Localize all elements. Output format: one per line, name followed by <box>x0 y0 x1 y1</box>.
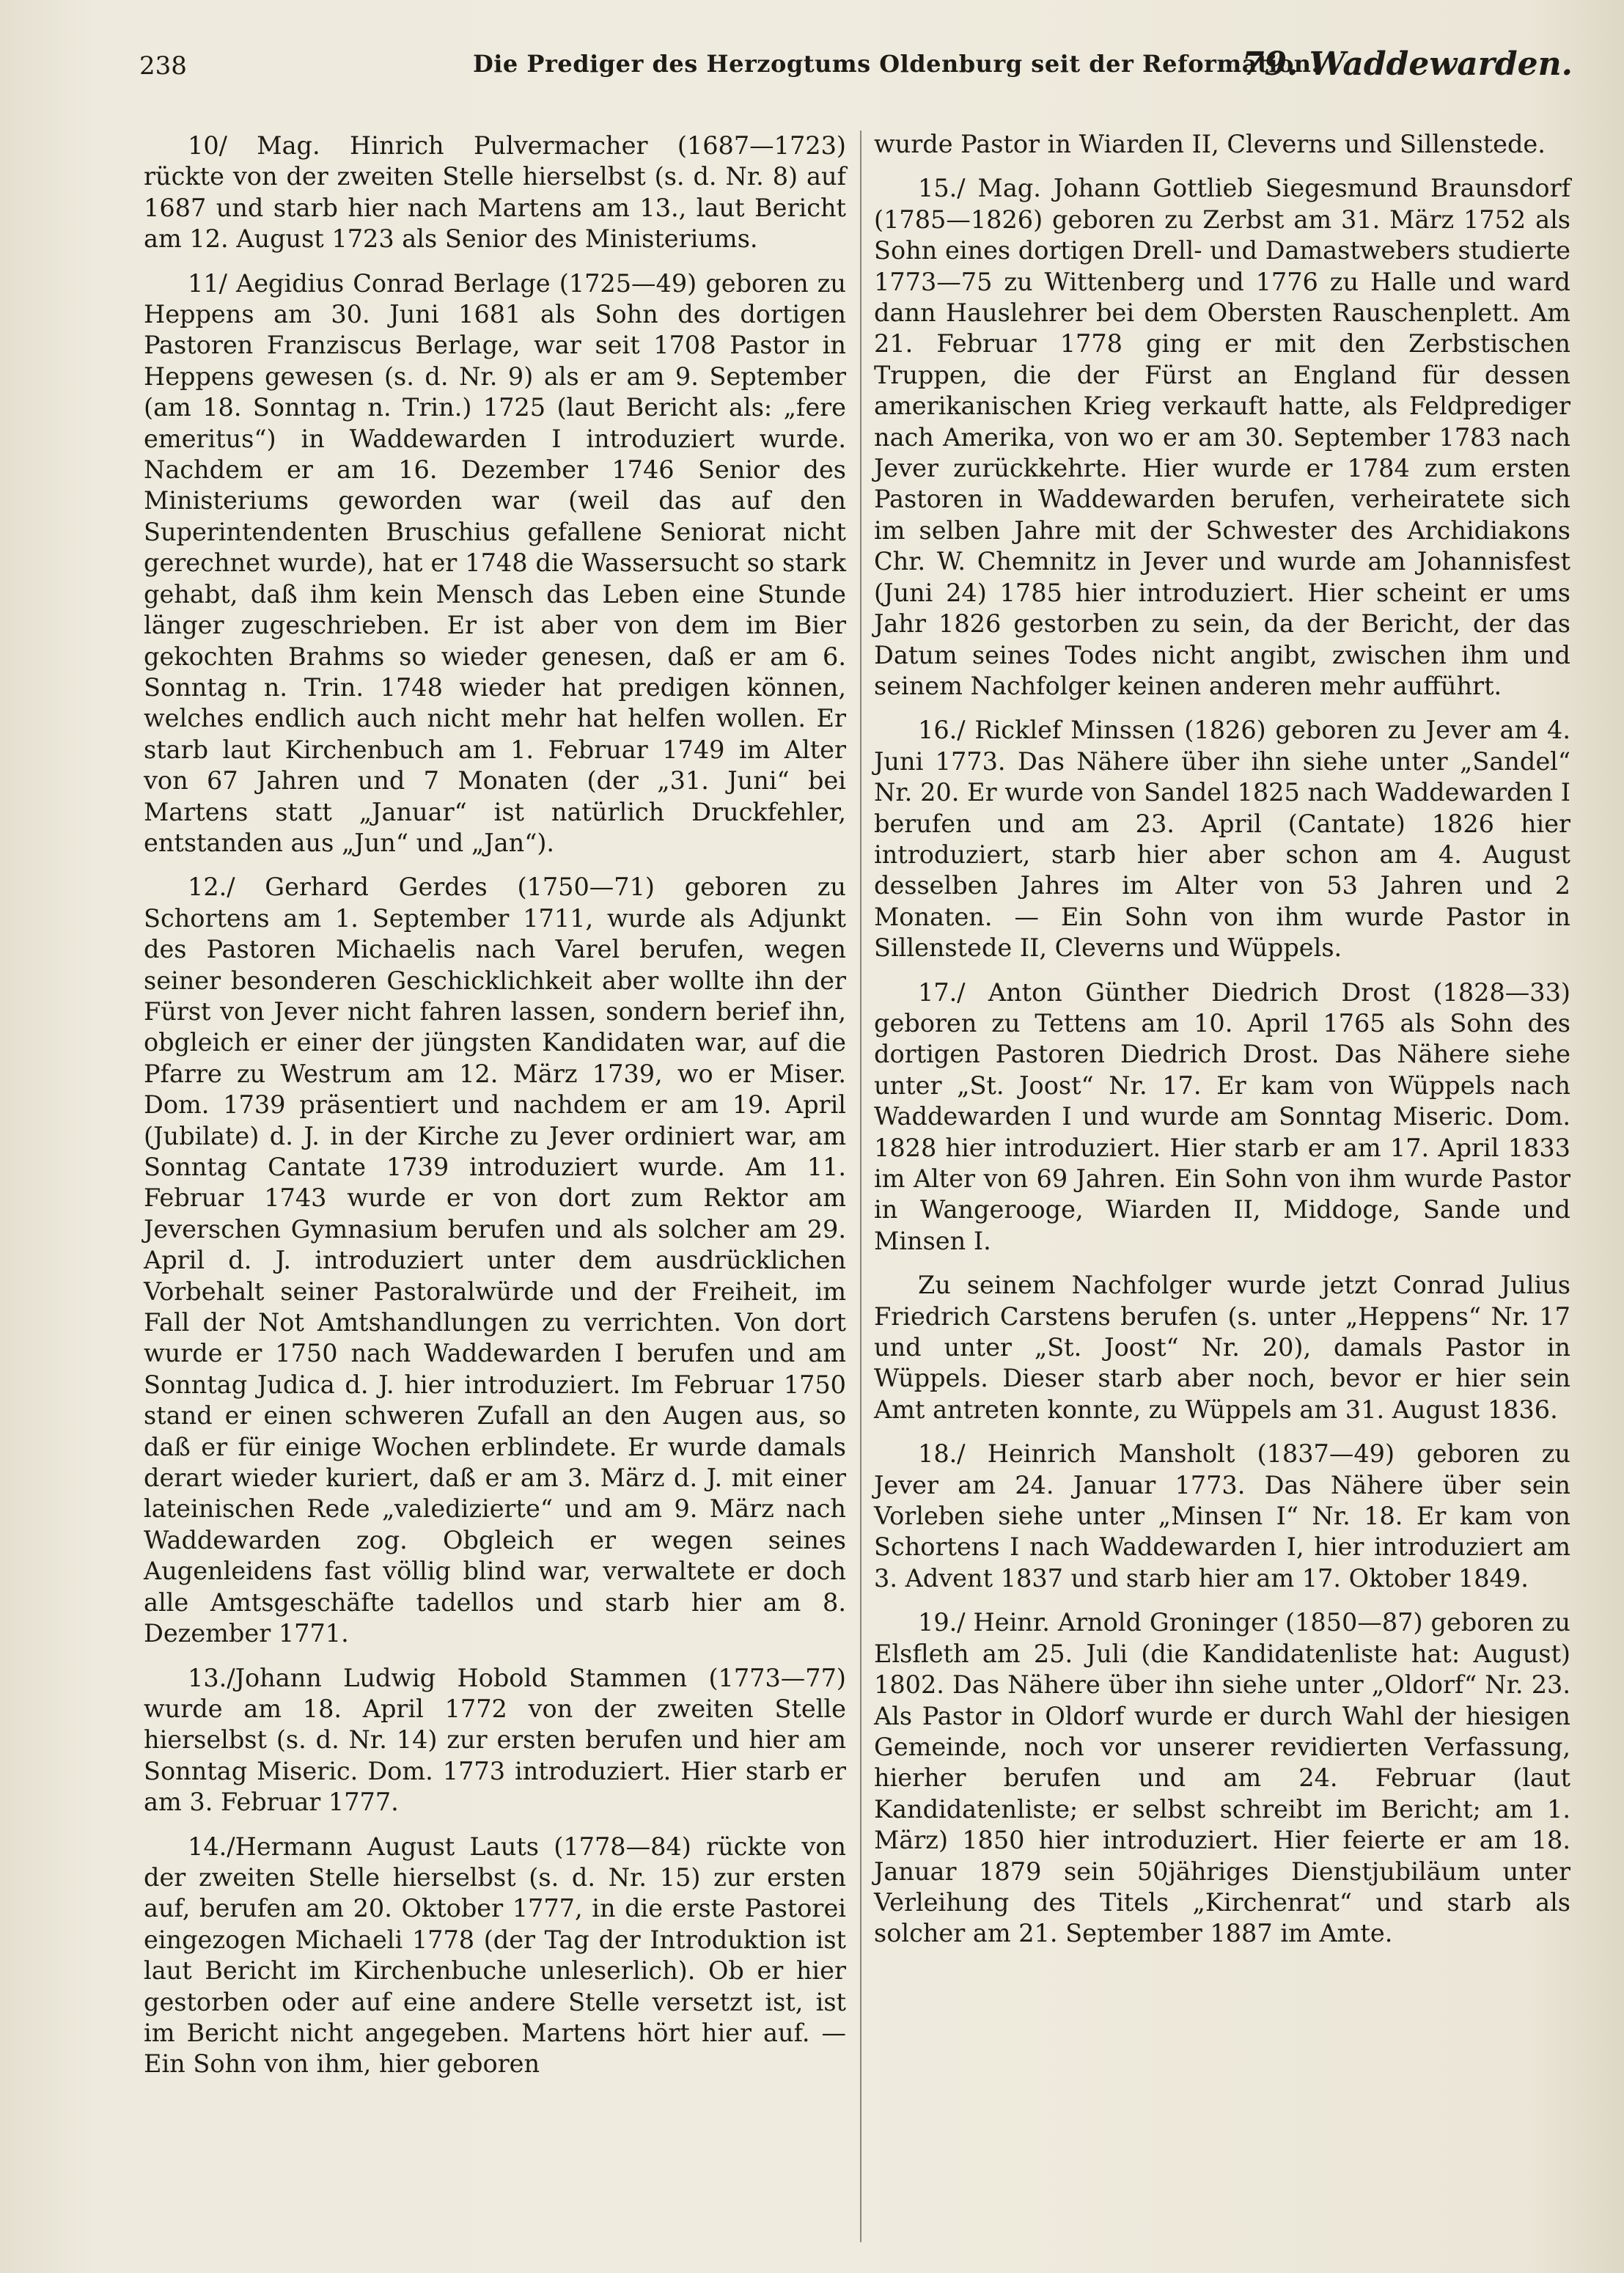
entry-15: 15./ Mag. Johann Gottlieb Siegesmund Braunsdorf (1785—1826) geboren zu Zerbst am 31. März 1752 als Sohn eines dortigen Drell- und Damastwebers studierte 1773—75 zu Wittenberg und 1776 zu Halle und ward dann Hauslehrer bei dem Obersten Rauschenplett. Am 21. Februar 1778 ging er mit den Zerbstischen Truppen, die der Fürst an England für dessen amerikanischen Krieg verkauft hatte, als Feldprediger nach Amerika, von wo er am 30. September 1783 nach Jever zurückkehrte. Hier wurde er 1784 zum ersten Pastoren in Waddewarden berufen, verheiratete sich im selben Jahre mit der Schwester des Archidiakons Chr. W. Chemnitz in Jever und wurde am Johannisfest (Juni 24) 1785 hier introduziert. Hier scheint er ums Jahr 1826 gestorben zu sein, da der Bericht, der das Datum seines Todes nicht angibt, zwischen ihm und seinem Nachfolger keinen anderen mehr aufführt. <box>874 174 1570 700</box>
page-header <box>139 45 1573 89</box>
entry-11: 11/ Aegidius Conrad Berlage (1725—49) geboren zu Heppens am 30. Juni 1681 als Sohn des dortigen Pastoren Franziscus Berlage, war seit 1708 Pastor in Heppens gewesen (s. d. Nr. 9) als er am 9. September (am 18. Sonntag n. Trin.) 1725 (laut Bericht als: „fere emeritus“) in Waddewarden I introduziert wurde. Nachdem er am 16. Dezember 1746 Senior des Ministeriums geworden war (weil das auf den Superintendenten Bruschius gefallene Seniorat nicht gerechnet wurde), hat er 1748 die Wassersucht so stark gehabt, daß ihm kein Mensch das Leben eine Stunde länger zugeschrieben. Er ist aber von dem im Bier gekochten Brahms so wieder genesen, daß er am 6. Sonntag n. Trin. 1748 wieder hat predigen können, welches endlich auch nicht mehr hat helfen wollen. Er starb laut Kirchenbuch am 1. Februar 1749 im Alter von 67 Jahren und 7 Monaten (der „31. Juni“ bei Martens statt „Januar“ ist natürlich Druckfehler, entstanden aus „Jun“ und „Jan“). <box>144 268 846 857</box>
column-divider <box>860 131 861 2242</box>
entry-10: 10/ Mag. Hinrich Pulvermacher (1687—1723) rückte von der zweiten Stelle hierselbst (s. d. Nr. 8) auf 1687 und starb hier nach Martens am 13., laut Bericht am 12. August 1723 als Senior des Ministeriums. <box>144 131 846 254</box>
entry-14-continued: wurde Pastor in Wiarden II, Cleverns und Sillenstede. <box>874 130 1546 158</box>
entry-19: 19./ Heinr. Arnold Groninger (1850—87) geboren zu Elsfleth am 25. Juli (die Kandidatenliste hat: August) 1802. Das Nähere über ihn siehe unter „Oldorf“ Nr. 23. Als Pastor in Oldorf wurde er durch Wahl der hiesigen Gemeinde, noch vor unserer revidierten Verfassung, hierher berufen und am 24. Februar (laut Kandidatenliste; er selbst schreibt im Bericht; am 1. März) 1850 hier introduziert. Hier feierte er am 18. Januar 1879 sein 50jähriges Dienstjubiläum unter Verleihung des Titels „Kirchenrat“ und starb als solcher am 21. September 1887 im Amte. <box>874 1608 1570 1948</box>
entry-13: 13./Johann Ludwig Hobold Stammen (1773—77) wurde am 18. April 1772 von der zweiten Stelle hierselbst (s. d. Nr. 14) zur ersten berufen und hier am Sonntag Miseric. Dom. 1773 introduziert. Hier starb er am 3. Februar 1777. <box>144 1663 846 1817</box>
entry-12: 12./ Gerhard Gerdes (1750—71) geboren zu Schortens am 1. September 1711, wurde als Adjunkt des Pastoren Michaelis nach Varel berufen, wegen seiner besonderen Geschicklichkeit aber wollte ihn der Fürst von Jever nicht fahren lassen, sondern berief ihn, obgleich er einer der jüngsten Kandidaten war, auf die Pfarre zu Westrum am 12. März 1739, wo er Miser. Dom. 1739 präsentiert und nachdem er am 19. April (Jubilate) d. J. in der Kirche zu Jever ordiniert war, am Sonntag Cantate 1739 introduziert wurde. Am 11. Februar 1743 wurde er von dort zum Rektor am Jeverschen Gymnasium berufen und als solcher am 29. April d. J. introduziert unter dem ausdrücklichen Vorbehalt seiner Pastoralwürde und der Freiheit, im Fall der Not Amtshandlungen zu verrichten. Von dort wurde er 1750 nach Waddewarden I berufen und am Sonntag Judica d. J. hier introduziert. Im Februar 1750 stand er einen schweren Zufall an den Augen aus, so daß er für einige Wochen erblindete. Er wurde damals derart wieder kuriert, daß er am 3. März d. J. mit einer lateinischen Rede „valedizierte“ und am 9. März nach Waddewarden zog. Obgleich er wegen seines Augenleidens fast völlig blind war, verwaltete er doch alle Amtsgeschäfte tadellos und starb hier am 8. Dezember 1771. <box>144 873 846 1648</box>
entry-17: 17./ Anton Günther Diedrich Drost (1828—33) geboren zu Tettens am 10. April 1765 als Sohn des dortigen Pastoren Diedrich Drost. Das Nähere siehe unter „St. Joost“ Nr. 17. Er kam von Wüppels nach Waddewarden I und wurde am Sonntag Miseric. Dom. 1828 hier introduziert. Hier starb er am 17. April 1833 im Alter von 69 Jahren. Ein Sohn von ihm wurde Pastor in Wangerooge, Wiarden II, Middoge, Sande und Minsen I. <box>874 977 1570 1255</box>
page-number: 238 <box>139 51 187 81</box>
entry-18: 18./ Heinrich Mansholt (1837—49) geboren zu Jever am 24. Januar 1773. Das Nähere über sein Vorleben siehe unter „Minsen I“ Nr. 18. Er kam von Schortens I nach Waddewarden I, hier introduziert am 3. Advent 1837 und starb hier am 17. Oktober 1849. <box>874 1439 1570 1593</box>
entry-16: 16./ Ricklef Minssen (1826) geboren zu Jever am 4. Juni 1773. Das Nähere über ihn siehe unter „Sandel“ Nr. 20. Er wurde von Sandel 1825 nach Waddewarden I berufen und am 23. April (Cantate) 1826 hier introduziert, starb hier aber schon am 4. August desselben Jahres im Alter von 53 Jahren und 2 Monaten. — Ein Sohn von ihm wurde Pastor in Sillenstede II, Cleverns und Wüppels. <box>874 716 1570 963</box>
right-column <box>874 129 1570 1963</box>
successor-note: Zu seinem Nachfolger wurde jetzt Conrad Julius Friedrich Carstens berufen (s. unter „Heppens“ Nr. 17 und unter „St. Joost“ Nr. 20), damals Pastor in Wüppels. Dieser starb aber noch, bevor er hier sein Amt antreten konnte, zu Wüppels am 31. August 1836. <box>874 1271 1570 1424</box>
left-column <box>144 131 846 2093</box>
entry-14: 14./Hermann August Lauts (1778—84) rückte von der zweiten Stelle hierselbst (s. d. Nr. 15) zur ersten auf, berufen am 20. Oktober 1777, in die erste Pastorei eingezogen Michaeli 1778 (der Tag der Introduktion ist laut Bericht im Kirchenbuche unleserlich). Ob er hier gestorben oder auf eine andere Stelle versetzt ist, ist im Bericht nicht angegeben. Martens hört hier auf. — Ein Sohn von ihm, hier geboren <box>144 1832 846 2079</box>
running-title: Die Prediger des Herzogtums Oldenburg seit der Reformation. <box>473 50 1320 78</box>
section-title: 79. Waddewarden. <box>1241 45 1573 83</box>
